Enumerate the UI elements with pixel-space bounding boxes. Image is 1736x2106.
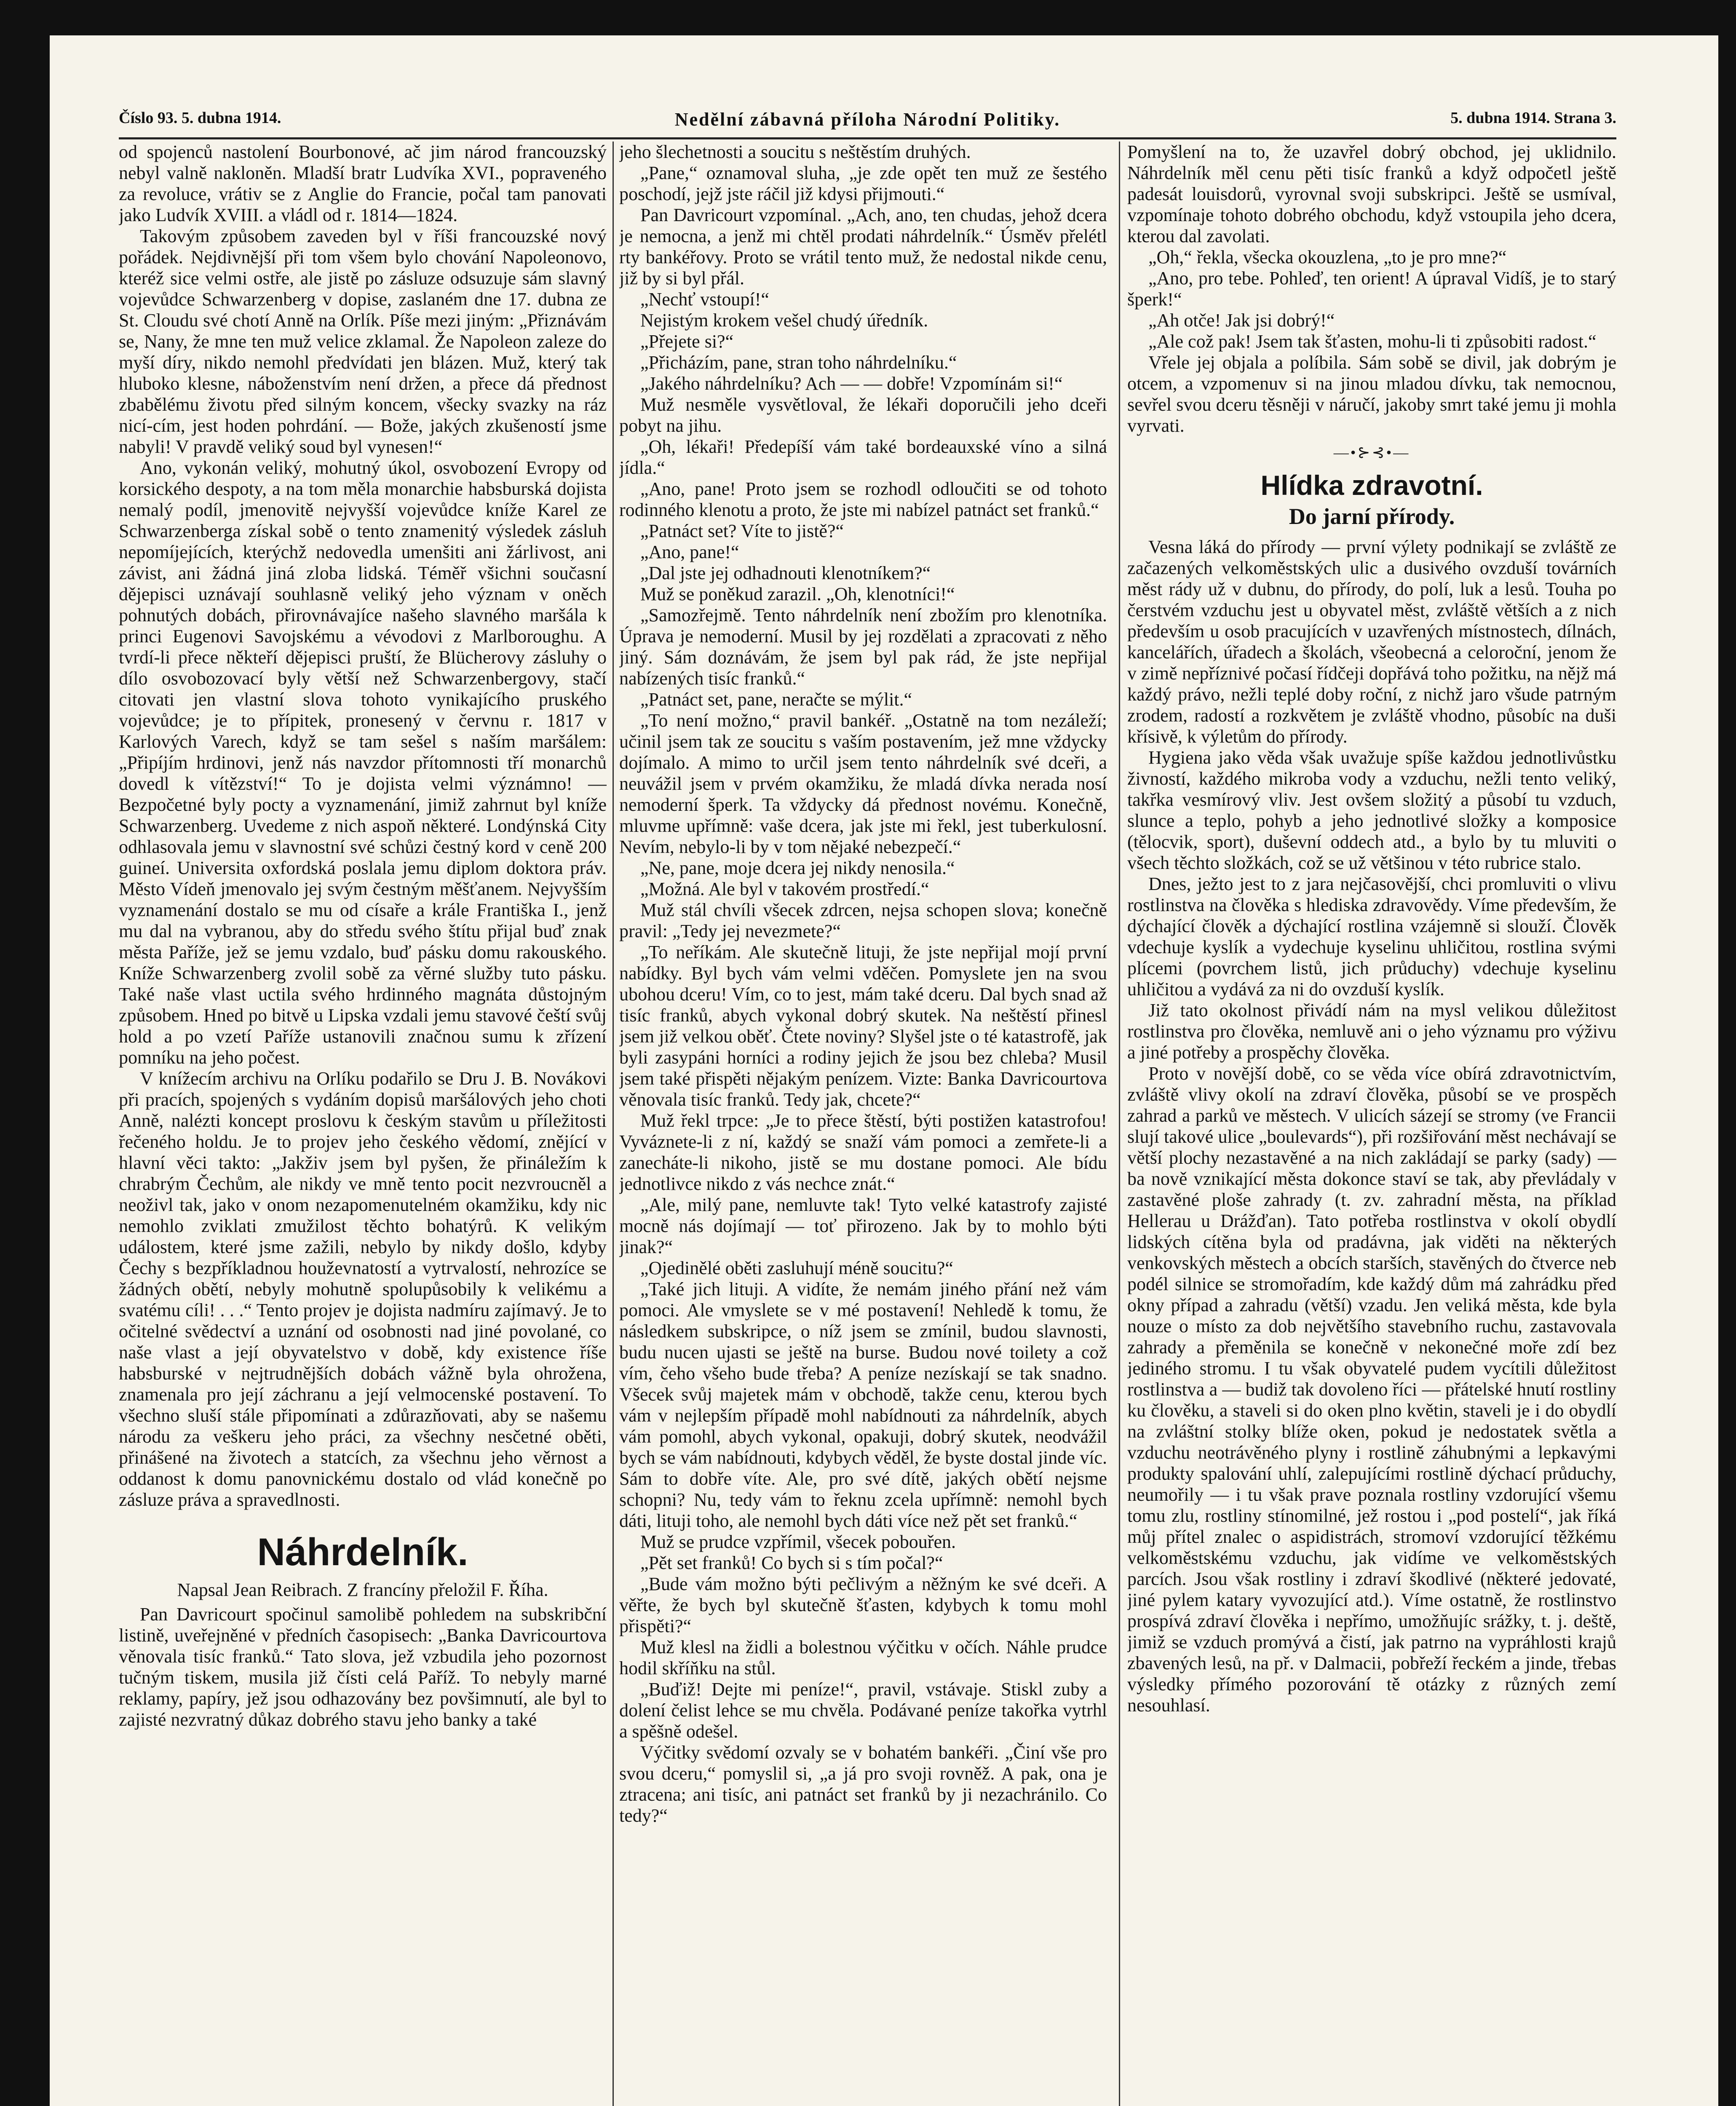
story-paragraph: Muž klesl na židli a bolestnou výčitku v očích. Náhle prudce hodil skříňku na stůl.	[619, 1637, 1107, 1678]
page-number: 5. dubna 1914. Strana 3.	[1450, 109, 1616, 127]
scan-border-right	[1718, 0, 1736, 2106]
header-rule	[119, 137, 1616, 139]
story-paragraph: Muž stál chvíli všecek zdrcen, nejsa schopen slova; konečně pravil: „Tedy jej nevezmete?“	[619, 900, 1107, 941]
story-paragraph: „Buďiž! Dejte mi peníze!“, pravil, vstávaje. Stiskl zuby a dolení čelist lehce se mu chvěla. Podávané peníze takořka vytrhl a spěšně odešel.	[619, 1679, 1107, 1742]
story-paragraph: Muž řekl trpce: „Je to přece štěstí, býti postižen katastrofou! Vyváznete-li z ní, každý se snaží vám pomoci a zemřete-li a zanecháte-li nikoho, jistě se mu dostane pomoci. Ale bídu jednotlivce nikdo z vás nechce znát.“	[619, 1110, 1107, 1194]
column-3	[1127, 142, 1616, 2106]
story-paragraph: „To neříkám. Ale skutečně lituji, že jste nepřijal mojí první nabídky. Byl bych vám velmi vděčen. Pomyslete jen na svou ubohou dceru! Vím, co to jest, mám také dceru. Dal bych snad až tisíc franků, abych vykonal dobrý skutek. Na neštěstí přinesl jsem již velkou oběť. Čtete noviny? Slyšel jste o té katastrofě, jak byli zasypáni horníci a rodiny jejich že jsou bez chleba? Musil jsem také přispěti nějakým penízem. Vizte: Banka Davricourtova věnovala tisíc franků. Tedy jak, chcete?“	[619, 942, 1107, 1110]
story-paragraph: „Ano, pane!“	[640, 542, 739, 562]
story-paragraph: „Ale což pak! Jsem tak šťasten, mohu-li ti způsobiti radost.“	[1148, 331, 1597, 352]
story-paragraph: Pan Davricourt spočinul samolibě pohledem na subskribční listině, uveřejněné v předních časopisech: „Banka Davricourtova věnovala tisíc franků.“ Tato slova, jež vzbudila jeho pozornost tučným tiskem, musila již čísti celá Paříž. To nebyly marné reklamy, papíry, jež jsou odhazovány bez povšimnutí, ale byl to zajisté nezvratný důkaz dobrého stavu jeho banky a také	[119, 1604, 607, 1730]
story-paragraph: „Oh,“ řekla, všecka okouzlena, „to je pro mne?“	[1148, 247, 1507, 267]
story-paragraph: Muž nesměle vysvětloval, že lékaři doporučili jeho dceři pobyt na jihu.	[619, 394, 1107, 436]
article-paragraph: V knížecím archivu na Orlíku podařilo se Dru J. B. Novákovi při pracích, spojených s vydáním dopisů maršálových jeho choti Anně, nalézti koncept proslovu k českým stavům u příležitosti řečeného holdu. Je to projev jeho českého vědomí, znějící v hlavní věci takto: „Jakživ jsem byl pyšen, že přináležím k chrabrým Čechům, ale nikdy ve mně tento pocit nezvroucněl a neoživl tak, jako v onom nezapomenutelném okamžiku, kdy nic nemohlo zviklati zmužilost těchto bohatýrů. K velikým událostem, které jsme zažili, nebylo by nikdy došlo, kdyby Čechy s bezpříkladnou houževnatostí a vytrvalostí, nehrozíce se žádných obětí, nebyly mohutně spolupůsobily k velikému a svatému cíli! . . .“ Tento projev je dojista nadmíru zajímavý. Je to očitelné svědectví a uznání od osobnosti nad jiné povolané, co naše vlast a její obyvatelstvo v době, kdy existence říše habsburské v nejtrudnějších dobách vážně byla ohrožena, znamenala pro její záchranu a její velmocenské postavení. To všechno sluší stále připomínati a zdůrazňovati, aby se našemu národu za veškeru jeho práci, za všechny nesčetné oběti, přinášené na životech a statcích, za všechnu jeho věrnost a oddanost k domu panovnickému dostalo od vlád konečně po zásluze práva a spravedlnosti.	[119, 1068, 607, 1510]
story-paragraph: „Oh, lékaři! Předepíší vám také bordeauxské víno a silná jídla.“	[619, 436, 1107, 478]
story-paragraph: „Pane,“ oznamoval sluha, „je zde opět ten muž ze šestého poschodí, jejž jste ráčil již kdysi přijmouti.“	[619, 163, 1107, 204]
section-title: Hlídka zdravotní.	[1260, 470, 1483, 501]
story-paragraph: Výčitky svědomí ozvaly se v bohatém bankéři. „Činí vše pro svou dceru,“ pomyslil si, „a já pro svoji rovněž. A pak, ona je ztracena; ani tisíc, ani patnáct set franků by ji nezachránilo. Co tedy?“	[619, 1742, 1107, 1826]
story-paragraph: „Možná. Ale byl v takovém prostředí.“	[640, 879, 929, 899]
story-paragraph: Pan Davricourt vzpomínal. „Ach, ano, ten chudas, jehož dcera je nemocna, a jenž mi chtěl prodati náhrdelník.“ Úsměv přelétl rty bankéřovy. Proto se vrátil tento muž, že nedostal nikde cenu, již by si byl přál.	[619, 205, 1107, 289]
story-paragraph: Nejistým krokem vešel chudý úředník.	[640, 310, 928, 331]
health-paragraph: Dnes, ježto jest to z jara nejčasovější, chci promluviti o vlivu rostlinstva na člověka s hlediska zdravovědy. Víme především, že dýchající člověk a dýchající rostlina vzájemně si slouží. Člověk vdechuje kyslík a vydechuje kyselinu uhličitou, rostlina svými plícemi (povrchem listů, jich průduchy) vdechuje kyselinu uhličitou a vydává za ni do ovzduší kyslík.	[1127, 874, 1616, 1000]
story-paragraph: „Ojedinělé oběti zasluhují méně soucitu?“	[640, 1258, 953, 1278]
issue-number: Číslo 93. 5. dubna 1914.	[119, 109, 281, 127]
story-paragraph: „Přicházím, pane, stran toho náhrdelníku.“	[640, 352, 957, 373]
story-paragraph: „Samozřejmě. Tento náhrdelník není zbožím pro klenotníka. Úprava je nemoderní. Musil by jej rozdělati a zpracovati z něho jiný. Sám doznávám, že jsem byl pak rád, že jste nepřijal nabízených tisíc franků.“	[619, 605, 1107, 689]
story-paragraph: „Ano, pane! Proto jsem se rozhodl odloučiti se od tohoto rodinného klenotu a proto, že jste mi nabízel patnáct set franků.“	[619, 478, 1107, 520]
health-paragraph: Vesna láká do přírody — první výlety podnikají se zvláště ze začazených velkoměstských ulic a dusivého ovzduší továrních měst rády už v dubnu, do přírody, do polí, luk a lesů. Touha po čerstvém vzduchu jest u obyvatel měst, zvláště větších a z nich především u osob pracujících v uzavřených místnostech, dílnách, kancelářích, úřadech a školách, všeobecná a celoroční, jenom že v zimě nepříznivé počasí řídčeji dopřává toho požitku, na nějž má každý právo, nežli teplé doby roční, z nichž jaro všude patrným zrodem, radostí a rozkvětem je zvláště vhodno, působíc na duši křísivě, k výletům do přírody.	[1127, 537, 1616, 747]
column-divider	[613, 142, 614, 2106]
story-paragraph: „Patnáct set, pane, neračte se mýlit.“	[640, 689, 912, 710]
story-paragraph: „Nechť vstoupí!“	[640, 289, 769, 310]
story-paragraph: jeho šlechetnosti a soucitu s neštěstím druhých.	[619, 142, 971, 162]
health-paragraph: Hygiena jako věda však uvažuje spíše každou jednotlivůstku živností, každého mikroba vody a vzduchu, nežli tento veliký, takřka vesmírový vliv. Jest ovšem složitý a působí tu vzduch, slunce a teplo, pohyb a jeho jednotlivé složky a komposice (tělocvik, sport), duševní oddech atd., a bylo by tu mluviti o všech těchto složkách, což se už většinou v této rubrice stalo.	[1127, 747, 1616, 873]
napoleon-article	[119, 142, 607, 1510]
story-paragraph: „To není možno,“ pravil bankéř. „Ostatně na tom nezáleží; učinil jsem tak ze soucitu s vaším postavením, jež mne vždycky dojímalo. A mimo to určil jsem tento náhrdelník své dceři, a neuvážil jsem v prvém okamžiku, že mladá dívka nerada nosí nemoderní šperk. Ta vždycky dá přednost novému. Konečně, mluvme upřímně: vaše dcera, jak jste mi řekl, jest tuberkulosní. Nevím, nebylo-li by v tom nějaké nebezpečí.“	[619, 710, 1107, 857]
article-paragraph: Ano, vykonán veliký, mohutný úkol, osvobození Evropy od korsického despoty, a na tom měla monarchie habsburská dojista nemalý podíl, jmenovitě nejvyšší vojevůdce kníže Karel ze Schwarzenberga získal sobě o tento znamenitý výsledek zásluh nepomíjejících, kterýchž nedovedla umenšiti ani žárlivost, ani závist, ani žádná jiná zloba lidská. Téměř všichni současní dějepisci uznávají souhlasně veliký jeho význam v oněch pohnutých dobách, přirovnávajíce našeho slavného maršála k princi Eugenovi Savojskému a vévodovi z Marlboroughu. A tvrdí-li přece někteří dějepisci pruští, že Blücherovy zásluhy o dílo osvobozovací byly větší než Schwarzenbergovy, stačí citovati jen vlastní slova tohoto vynikajícího pruského vojevůdce; je to přípitek, pronesený v červnu r. 1817 v Karlových Varech, když se tam sešel s naším maršálem: „Připíjím hrdinovi, jenž nás navzdor přítomnosti tří monarchů dovedl k vítězství!“ To je dojista velmi význámno! — Bezpočetné byly pocty a vyznamenání, jimiž zahrnut byl kníže Schwarzenberg. Uvedeme z nich aspoň některé. Londýnská City odhlasovala jemu v slavnostní své schůzi čestný kord v ceně 200 guineí. Universita oxfordská poslala jemu diplom doktora práv. Město Vídeň jmenovalo jej svým čestným měšťanem. Nejvyšším vyznamenání dostalo se mu od císaře a krále Františka I., jenž mu dal na vybranou, aby do středu svého štítu přijal buď znak města Paříže, jež se jemu vzdalo, buď pásku domu rakouského. Kníže Schwarzenberg zvolil sobě za věrné služby tuto pásku. Také naše vlast uctila svého hrdinného magnáta důstojným způsobem. Hned po bitvě u Lipska vzdali jemu stavové čeští svůj hold a po vzetí Paříže ustanovili značnou sumu k zřízení pomníku na jeho počest.	[119, 457, 607, 1068]
story-paragraph: „Jakého náhrdelníku? Ach — — dobře! Vzpomínám si!“	[640, 373, 1063, 394]
story-paragraph: „Pět set franků! Co bych si s tím počal?“	[640, 1553, 943, 1573]
story-paragraph: „Také jich lituji. A vidíte, že nemám jiného přání než vám pomoci. Ale vmyslete se v mé postavení! Nehledě k tomu, že následkem subskripce, o níž jsem se zmínil, budou slavnosti, budu nucen ujasti se ještě na burse. Budou nové toilety a což vím, čeho všeho bude třeba? A peníze nezískají se tak snadno. Všecek svůj majetek mám v obchodě, takže cenu, kterou bych vám v nejlepším případě mohl nabídnouti za náhrdelník, abych vám pomohl, abych vykonal, opakuji, dobrý skutek, neodvážil bych se vám nabídnouti, kdybych věděl, že byste dostal jinde víc. Sám to dobře víte. Ale, pro své dítě, jakých obětí nejsme schopni? Nu, tedy vám to řeknu zcela upřímně: nemohl bych dáti, lituji toho, ale nemohl bych dáti více než pět set franků.“	[619, 1279, 1107, 1531]
story-paragraph: Muž se prudce vzpřímil, všecek pobouřen.	[640, 1531, 956, 1552]
story-title: Náhrdelník.	[257, 1531, 468, 1574]
page-header	[119, 109, 1616, 134]
column-divider	[1119, 142, 1120, 2106]
section-subtitle: Do jarní přírody.	[1289, 504, 1455, 529]
story-paragraph: „Dal jste jej odhadnouti klenotníkem?“	[640, 563, 931, 583]
story-paragraph: „Přejete si?“	[640, 331, 734, 352]
column-2	[619, 142, 1107, 2106]
story-paragraph: Muž se poněkud zarazil. „Oh, klenotníci!“	[640, 584, 955, 604]
story-byline: Napsal Jean Reibrach. Z francíny přeložil F. Říha.	[177, 1580, 548, 1600]
health-paragraph: Již tato okolnost přivádí nám na mysl velikou důležitost rostlinstva pro člověka, nemluvě ani o jeho významu pro výživu a jiné potřeby a prospěchy člověka.	[1127, 1000, 1616, 1063]
story-paragraph: „Ale, milý pane, nemluvte tak! Tyto velké katastrofy zajisté mocně nás dojímají — toť přirozeno. Jak by to mohlo býti jinak?“	[619, 1195, 1107, 1257]
health-paragraph: Proto v novější době, co se věda více obírá zdravotnictvím, zvláště vlivy okolí na zdraví člověka, působí se ve prospěch zahrad a parků ve městech. V ulicích sázejí se stromy (ve Francii slují takové ulice „boulevards“), při rozšiřování měst nechávají se větší plochy nezastavěné a na nich zakládají se parky (sady) — ba nově vznikající města dokonce staví se tak, aby převládaly v zastavěné ploše zahrady (t. zv. zahradní města, na příklad Hellerau u Drážďan). Tato potřeba rostlinstva v okolí obydlí lidských cítěna byla od pradávna, jak viděti na některých venkovských městech a obcích starších, stavěných do čtverce neb podél silnice se stromořadím, kde každý dům má zahrádku před okny případ a zahradu (větší) vzadu. Jen veliká města, kde byla nouze o místo za dob největšího stavebního ruchu, zastavovala zahrady a přeměnila se konečně v nekonečné moře zdí bez jediného stromu. I tu však obyvatelé pudem vycítili důležitost rostlinstva a — budiž tak dovoleno říci — přátelské hnutí rostliny ku člověku, a staveli si do oken plno květin, staveli je i do obydlí na zvláštní stolky blíže oken, pokud je nedostatek světla a vzduchu neotrávěného plyny i rostlině záhubnými a lepkavými produkty spalování uhlí, zalepujícími rostlině dýchací průduchy, neumořily — i tu však prave poznala rostliny vzdorující všemu tomu zlu, rostliny stínomilné, jež rostou i „pod postelí“, jak říká můj přítel znalec o aspidistrách, stromoví vzdorující těžkému velkoměstskému vzduchu, jak vidíme ve velkoměstských parcích. Jsou však rostliny i zdraví škodlivé (některé jedovaté, jiné pylem katary vyvozující atd.). Víme ostatně, že rostlinstvo prospívá zdraví člověka i nepřímo, umožňujíc srážky, t. j. deště, jimiž se vzduch promývá a čistí, jak patrno na vypráhlosti krajů zbavených lesů, na př. v Dalmacii, pobřeží řeckém a jinde, třebas výsledky přímého pozorování tě otázky z různých zemí nesouhlasí.	[1127, 1063, 1616, 1716]
story-paragraph: „Ah otče! Jak jsi dobrý!“	[1148, 310, 1335, 331]
story-paragraph: „Bude vám možno býti pečlivým a něžným ke své dceři. A věřte, že bych byl skutečně šťasten, kdybych k tomu mohl přispěti?“	[619, 1574, 1107, 1636]
column-1	[119, 142, 607, 2106]
scan-border-top	[0, 0, 1736, 35]
story-paragraph: Pomyšlení na to, že uzavřel dobrý obchod, jej uklidnilo. Náhrdelník měl cenu pěti tisíc franků a když odpočetl ještě padesát louisdorů, vyrovnal svoji subskripci. Ještě se usmíval, vzpomínaje tohoto dobrého obchodu, když vstoupila jeho dcera, kterou dal zavolati.	[1127, 142, 1616, 246]
article-paragraph: Takovým způsobem zaveden byl v říši francouzské nový pořádek. Nejdivnější při tom všem bylo chování Napoleonovo, kteréž sice velmi ostře, ale jistě po zásluze odsuzuje sám slavný vojevůdce Schwarzenberg v dopise, zaslaném dne 17. dubna ze St. Cloudu své chotí Anně na Orlík. Píše mezi jiným: „Přiznávám se, Nany, že mne ten muž velice zklamal. Že Napoleon zaleze do myší díry, nikdo nemohl předvídati jen blázen. Muž, který tak hluboko klesne, náboženstvím není držen, a přece dá přednost zbabělému životu před silným koncem, všecky svazky na ráz nicí-cím, jest hoden pohrdání. — Bože, jakých zkušeností jsme nabyli! V pravdě veliký soud byl vynesen!“	[119, 226, 607, 457]
article-paragraph: od spojenců nastolení Bourbonové, ač jim národ francouzský nebyl valně nakloněn. Mladší bratr Ludvíka XVI., popraveného za revoluce, vrátiv se z Anglie do Francie, počal tam panovati jako Ludvík XVIII. a vládl od r. 1814—1824.	[119, 142, 607, 225]
story-paragraph: „Ano, pro tebe. Pohleď, ten orient! A úpraval Vidíš, je to starý šperk!“	[1127, 268, 1616, 310]
scan-border-left	[0, 0, 50, 2106]
story-paragraph: „Ne, pane, moje dcera jej nikdy nenosila.“	[640, 858, 955, 878]
story-paragraph: Vřele jej objala a políbila. Sám sobě se divil, jak dobrým je otcem, a vzpomenuv si na jinou mladou dívku, tak nemocnou, sevřel svou dceru těsněji v náručí, jakoby smrt také jemu ji mohla vyrvati.	[1127, 352, 1616, 436]
supplement-title: Nedělní zábavná příloha Národní Politiky.	[674, 109, 1061, 130]
section-ornament: —•⊱⊰•—	[1333, 444, 1410, 461]
story-paragraph: „Patnáct set? Víte to jistě?“	[640, 521, 844, 541]
